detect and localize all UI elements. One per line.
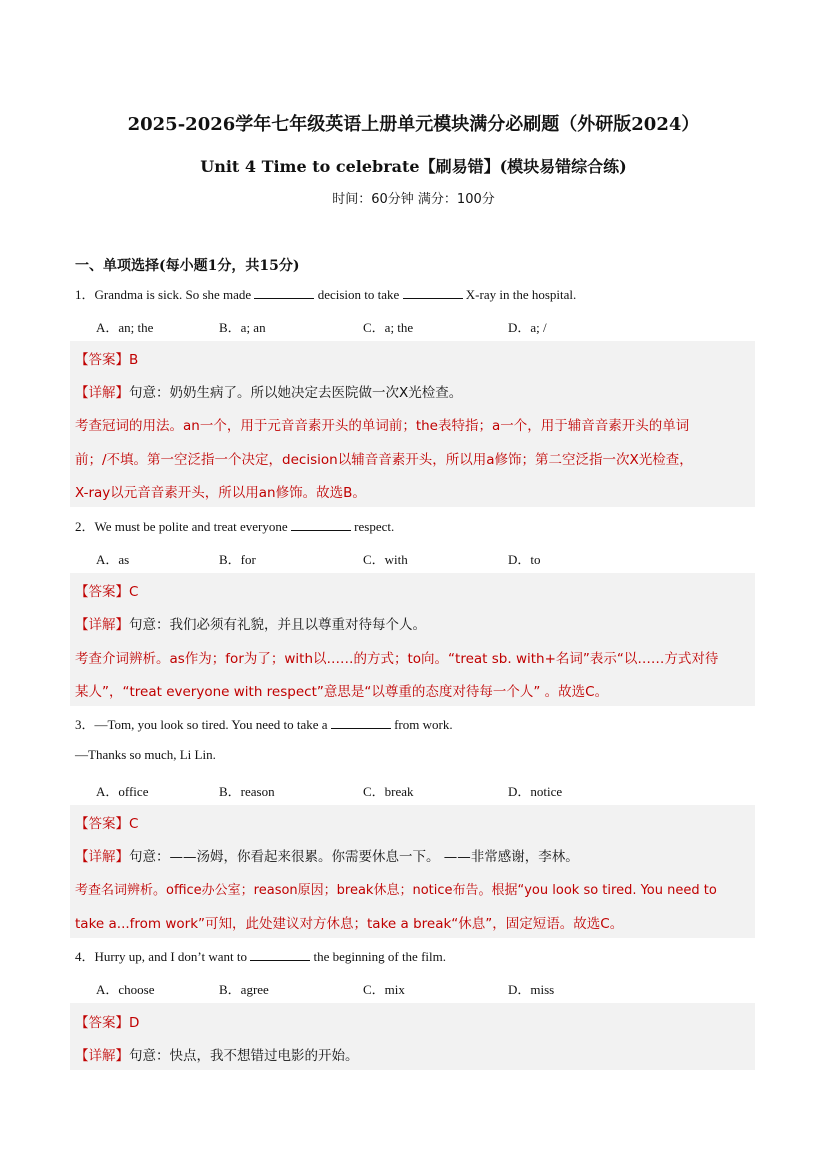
question-1-option-d: D．a; / xyxy=(508,320,547,335)
answer-3: 【答案】C xyxy=(75,816,139,832)
explanation-1-line-2: 前；/不填。第一空泛指一个决定，decision以辅音音素开头，所以用a修饰；第二空泛指一次X光检查， xyxy=(75,452,693,468)
question-3-option-b: B．reason xyxy=(219,784,275,799)
question-2-option-b: B．for xyxy=(219,552,256,567)
answer-blank xyxy=(331,716,391,729)
answer-4: 【答案】D xyxy=(75,1015,140,1031)
question-4-option-b: B．agree xyxy=(219,982,269,997)
question-3-reply: —Thanks so much, Li Lin. xyxy=(75,747,216,762)
question-4-option-d: D．miss xyxy=(508,982,555,997)
answer-blank xyxy=(254,286,314,299)
document-subtitle: Unit 4 Time to celebrate【刷易错】(模块易错综合练) xyxy=(200,157,627,176)
question-2-option-d: D．to xyxy=(508,552,541,567)
question-1-option-a: A．an; the xyxy=(96,320,154,335)
answer-blank xyxy=(403,286,463,299)
explanation-1-line-1: 考查冠词的用法。an一个，用于元音音素开头的单词前；the表特指；a一个，用于辅音音素开头的单词 xyxy=(75,418,690,434)
question-3-option-d: D．notice xyxy=(508,784,563,799)
question-4-stem: 4．Hurry up, and I don’t want to the beginning of the film. xyxy=(75,949,446,964)
question-4-option-a: A．choose xyxy=(96,982,155,997)
explanation-3-line-2: take a...from work”可知，此处建议对方休息；take a break“休息”，固定短语。故选C。 xyxy=(75,916,624,932)
question-4-option-c: C．mix xyxy=(363,982,405,997)
explanation-3-line-1: 考查名词辨析。office办公室；reason原因；break休息；notice布告。根据“you look so tired. You need to xyxy=(75,883,717,898)
answer-blank xyxy=(291,518,351,531)
question-3-option-c: C．break xyxy=(363,784,414,799)
question-1-stem: 1．Grandma is sick. So she made decision to take X-ray in the hospital. xyxy=(75,287,577,302)
exam-meta: 时间：60分钟 满分：100分 xyxy=(332,192,495,207)
document-title: 2025-2026学年七年级英语上册单元模块满分必刷题（外研版2024） xyxy=(127,114,700,135)
detail-4: 【详解】句意：快点，我不想错过电影的开始。 xyxy=(75,1048,359,1064)
explanation-1-line-3: X-ray以元音音素开头，所以用an修饰。故选B。 xyxy=(75,485,366,501)
question-3-option-a: A．office xyxy=(96,784,149,799)
question-1-option-c: C．a; the xyxy=(363,320,414,335)
detail-2: 【详解】句意：我们必须有礼貌，并且以尊重对待每个人。 xyxy=(75,617,426,633)
question-2-option-c: C．with xyxy=(363,552,408,567)
explanation-2-line-1: 考查介词辨析。as作为；for为了；with以……的方式；to向。“treat sb. with+名词”表示“以……方式对待 xyxy=(75,651,719,667)
detail-3: 【详解】句意：——汤姆，你看起来很累。你需要休息一下。 ——非常感谢，李林。 xyxy=(75,849,579,865)
question-2-option-a: A．as xyxy=(96,552,130,567)
explanation-2-line-2: 某人”，“treat everyone with respect”意思是“以尊重的态度对待每一个人” 。故选C。 xyxy=(75,684,609,700)
question-2-stem: 2．We must be polite and treat everyone respect. xyxy=(75,519,395,534)
answer-2: 【答案】C xyxy=(75,584,139,600)
answer-blank xyxy=(250,948,310,961)
question-1-option-b: B．a; an xyxy=(219,320,266,335)
answer-1: 【答案】B xyxy=(75,352,139,368)
question-3-stem: 3．—Tom, you look so tired. You need to take a from work. xyxy=(75,717,453,732)
detail-1: 【详解】句意：奶奶生病了。所以她决定去医院做一次X光检查。 xyxy=(75,385,463,401)
section-title: 一、单项选择(每小题1分，共15分) xyxy=(75,258,300,274)
